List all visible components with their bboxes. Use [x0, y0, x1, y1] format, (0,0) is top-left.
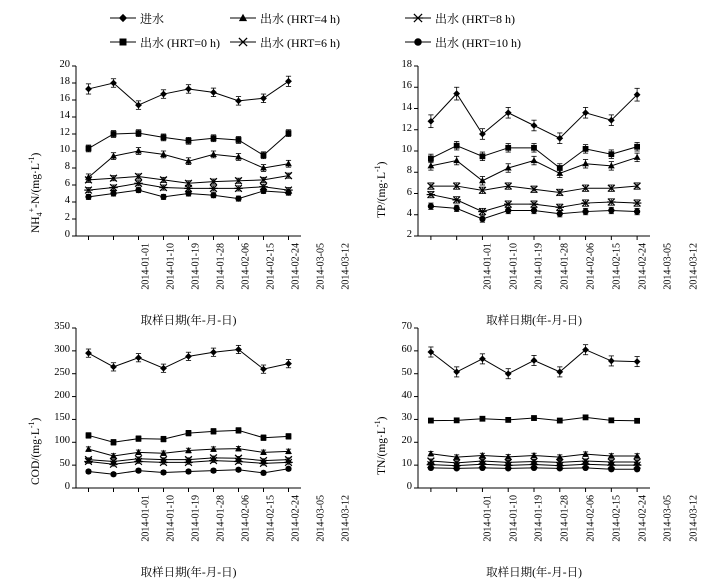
x-axis-title: 取样日期(年-月-日) — [486, 315, 582, 327]
chart-panel-tn — [358, 320, 703, 578]
x-tick-label: 2014-01-28 — [215, 495, 227, 542]
y-tick-label: 16 — [401, 80, 412, 92]
series-cross — [427, 183, 640, 196]
x-tick-label: 2014-01-10 — [508, 495, 520, 542]
x-tick-label: 2014-02-15 — [611, 495, 623, 542]
x-tick-label: 2014-01-28 — [559, 243, 571, 290]
x-tick-label: 2014-03-12 — [340, 495, 352, 542]
legend-item-influent — [110, 10, 230, 27]
legend-label: 出水 (HRT=4 h) — [260, 11, 341, 26]
y-tick-label: 18 — [401, 59, 412, 70]
x-tick-label: 2014-02-06 — [240, 243, 252, 290]
legend-item-hrt0 — [110, 34, 230, 51]
series-square — [86, 428, 292, 446]
legend-label: 进水 — [140, 11, 165, 26]
y-tick-label: 4 — [406, 207, 412, 219]
series-square — [86, 130, 292, 159]
chart-panel-cod — [8, 320, 353, 578]
x-tick-label: 2014-01-01 — [140, 495, 152, 542]
y-tick-label: 0 — [64, 481, 70, 492]
x-tick-label: 2014-01-19 — [190, 495, 202, 542]
y-tick-label: 350 — [54, 321, 70, 332]
x-tick-label: 2014-02-24 — [637, 243, 649, 290]
y-tick-label: 16 — [59, 93, 70, 104]
y-tick-label: 12 — [59, 127, 70, 138]
y-tick-label: 8 — [406, 165, 412, 177]
y-tick-label: 20 — [401, 435, 412, 447]
y-tick-label: 4 — [64, 195, 70, 206]
x-tick-label: 2014-02-24 — [290, 495, 302, 542]
x-tick-label: 2014-01-10 — [508, 243, 520, 290]
y-tick-label: 60 — [401, 343, 412, 355]
x-tick-label: 2014-01-01 — [140, 243, 152, 290]
y-tick-label: 30 — [401, 412, 412, 424]
x-tick-label: 2014-03-12 — [688, 243, 700, 290]
y-tick-label: 14 — [401, 101, 412, 113]
y-axis-title: $TN/(mg\cdot L^{-1})$ — [373, 416, 388, 475]
series-diamond — [427, 87, 640, 143]
y-tick-label: 10 — [401, 144, 412, 155]
cross-marker-icon — [230, 35, 256, 49]
y-tick-label: 300 — [54, 343, 70, 355]
y-tick-label: 10 — [59, 144, 70, 155]
y-tick-label: 250 — [54, 366, 70, 378]
x-tick-label: 2014-01-10 — [165, 495, 177, 542]
legend-label: 出水 (HRT=10 h) — [435, 35, 522, 50]
y-tick-label: 100 — [54, 435, 70, 447]
y-tick-label: 18 — [59, 76, 70, 87]
y-axis-title: $NH_4^+-N/(mg\cdot L^{-1})$ — [27, 152, 45, 233]
series-square — [428, 414, 640, 423]
y-tick-label: 0 — [64, 229, 70, 240]
y-tick-label: 10 — [401, 458, 412, 470]
diamond-marker-icon — [110, 11, 136, 25]
y-tick-label: 2 — [406, 229, 412, 240]
x-tick-label: 2014-03-12 — [688, 495, 700, 542]
y-tick-label: 20 — [59, 59, 70, 70]
series-triangle — [85, 445, 292, 458]
x-axis-title: 取样日期(年-月-日) — [140, 567, 237, 579]
x-tick-label: 2014-02-15 — [611, 243, 623, 290]
x-tick-label: 2014-03-05 — [663, 495, 674, 542]
x-tick-label: 2014-01-19 — [534, 243, 546, 290]
triangle-marker-icon — [230, 11, 256, 25]
x-tick-label: 2014-02-24 — [637, 495, 649, 542]
legend-label: 出水 (HRT=0 h) — [140, 35, 221, 50]
x-tick-label: 2014-03-12 — [340, 243, 352, 290]
y-tick-label: 40 — [401, 389, 412, 401]
legend-label: 出水 (HRT=6 h) — [260, 35, 341, 50]
legend-row-2 — [110, 30, 700, 54]
x-tick-label: 2014-02-06 — [585, 243, 597, 290]
x-tick-label: 2014-01-19 — [190, 243, 202, 290]
square-marker-icon — [110, 35, 136, 49]
series-diamond — [85, 345, 292, 373]
x-tick-label: 2014-02-06 — [585, 495, 597, 542]
y-tick-label: 6 — [406, 186, 412, 198]
x-tick-label: 2014-01-10 — [165, 243, 177, 290]
x-tick-label: 2014-03-05 — [315, 243, 327, 290]
y-tick-label: 150 — [54, 412, 70, 424]
legend-label: 出水 (HRT=8 h) — [435, 11, 516, 26]
star-marker-icon — [405, 11, 431, 25]
x-tick-label: 2014-02-15 — [265, 495, 277, 542]
y-tick-label: 70 — [401, 321, 412, 332]
x-tick-label: 2014-02-06 — [240, 495, 252, 542]
circle-marker-icon — [405, 35, 431, 49]
y-tick-label: 50 — [59, 458, 70, 470]
x-tick-label: 2014-01-19 — [534, 495, 546, 542]
chart-legend — [110, 6, 700, 54]
x-axis-title: 取样日期(年-月-日) — [140, 315, 237, 327]
x-axis-title: 取样日期(年-月-日) — [486, 567, 582, 579]
x-tick-label: 2014-01-28 — [215, 243, 227, 290]
x-tick-label: 2014-01-28 — [559, 495, 571, 542]
legend-item-hrt4 — [230, 10, 405, 27]
series-diamond — [427, 345, 640, 379]
x-tick-label: 2014-02-15 — [265, 243, 277, 290]
legend-item-hrt10 — [405, 34, 580, 51]
y-tick-label: 200 — [54, 389, 70, 401]
y-tick-label: 8 — [64, 161, 70, 172]
y-axis-title: $TP/(mg\cdot L^{-1})$ — [373, 161, 388, 218]
legend-row-1 — [110, 6, 700, 30]
x-tick-label: 2014-03-05 — [663, 243, 674, 290]
y-tick-label: 14 — [59, 110, 70, 121]
y-tick-label: 12 — [401, 122, 412, 134]
x-tick-label: 2014-01-01 — [482, 495, 494, 542]
y-tick-label: 0 — [406, 481, 412, 492]
legend-item-hrt8 — [405, 10, 580, 27]
series-triangle — [427, 153, 640, 185]
x-tick-label: 2014-03-05 — [315, 495, 327, 542]
y-tick-label: 50 — [401, 366, 412, 378]
legend-item-hrt6 — [230, 34, 405, 51]
x-tick-label: 2014-01-01 — [482, 243, 494, 290]
y-tick-label: 2 — [64, 212, 70, 223]
y-tick-label: 6 — [64, 178, 70, 189]
series-diamond — [85, 76, 292, 109]
x-tick-label: 2014-02-24 — [290, 243, 302, 290]
y-axis-title: COD/$(mg\cdot L^{-1})$ — [27, 417, 42, 485]
plot-area-tn — [358, 320, 703, 578]
